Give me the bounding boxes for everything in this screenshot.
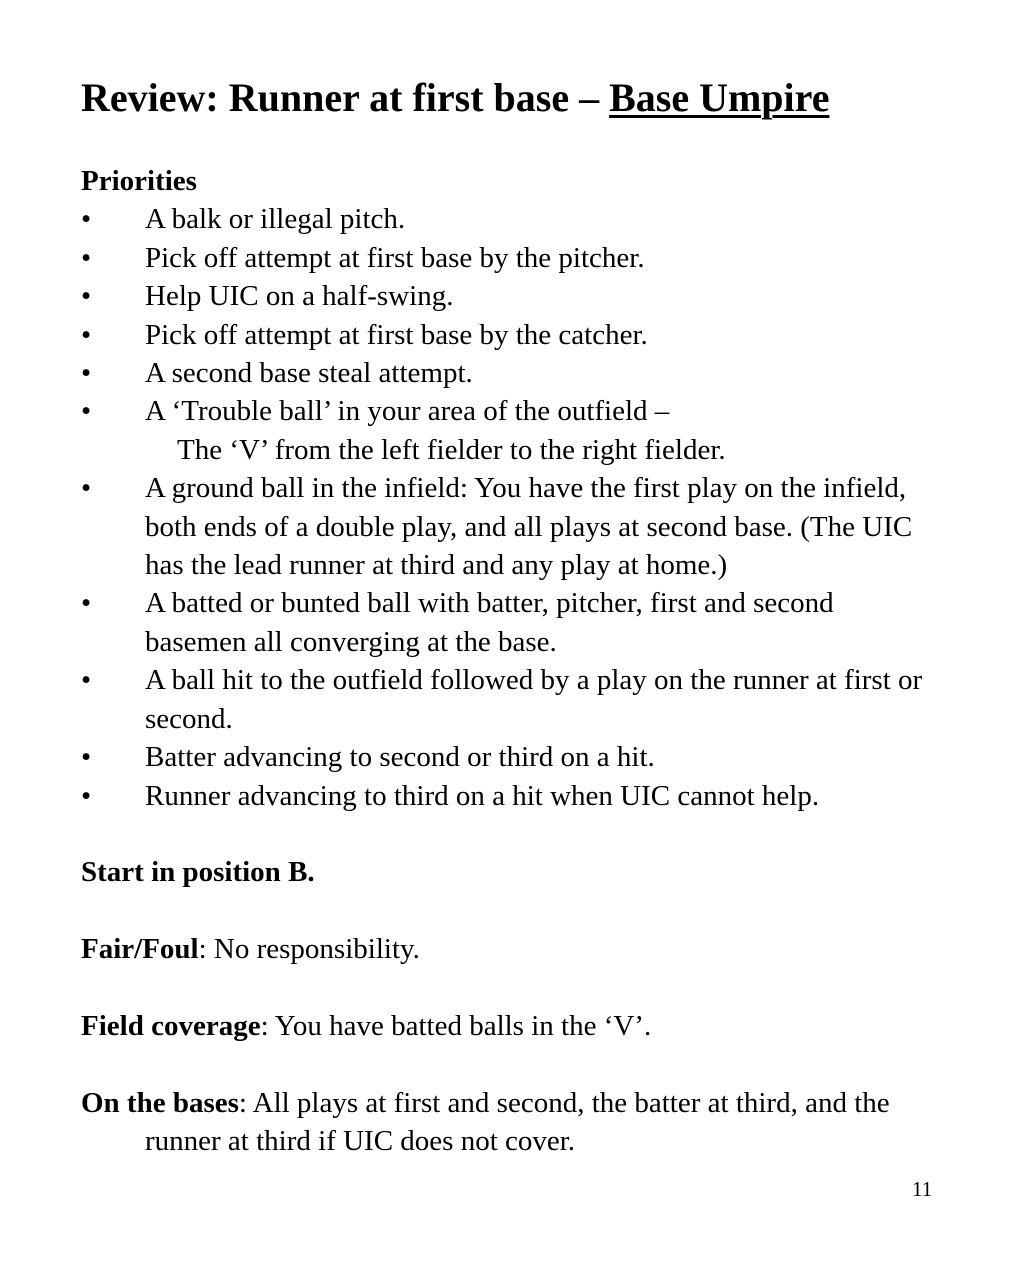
fair-foul-label: Fair/Foul — [81, 933, 199, 966]
list-item-text: Pick off attempt at first base by the catcher. — [145, 318, 648, 351]
list-item — [81, 316, 941, 354]
field-coverage-text: : You have batted balls in the ‘V’. — [260, 1009, 652, 1042]
on-the-bases-line — [81, 1084, 941, 1161]
list-item — [81, 392, 941, 469]
list-item-text: A ‘Trouble ball’ in your area of the outfield – — [145, 395, 670, 428]
list-item — [81, 661, 941, 738]
page-title — [81, 72, 829, 124]
list-item — [81, 469, 941, 584]
fair-foul-line — [81, 930, 941, 968]
list-item — [81, 354, 941, 392]
bullet-icon: • — [81, 241, 92, 274]
bullet-icon: • — [81, 203, 92, 236]
bullet-icon: • — [81, 664, 92, 697]
field-coverage-line — [81, 1007, 941, 1045]
list-item-text: A batted or bunted ball with batter, pitcher, first and second basemen all converging at the base. — [145, 587, 834, 658]
list-item-text: Batter advancing to second or third on a hit. — [145, 741, 655, 774]
bullet-icon: • — [81, 318, 92, 351]
spacer — [81, 892, 941, 930]
on-the-bases-text: : All plays at first and second, the batter at third, and the runner at third if UIC does not cover. — [145, 1086, 890, 1158]
list-item-text: Pick off attempt at first base by the pitcher. — [145, 241, 645, 274]
field-coverage-label: Field coverage — [81, 1009, 261, 1042]
on-the-bases-label: On the bases — [81, 1086, 239, 1119]
list-item-text: Help UIC on a half-swing. — [145, 280, 454, 313]
bullet-icon: • — [81, 357, 92, 390]
page-number: 11 — [912, 1177, 933, 1201]
list-item-text: A second base steal attempt. — [145, 357, 473, 390]
list-item-subtext: The ‘V’ from the left fielder to the right fielder. — [177, 433, 726, 466]
bullet-icon: • — [81, 741, 92, 774]
spacer — [81, 815, 941, 853]
bullet-icon: • — [81, 280, 92, 313]
list-item — [81, 239, 941, 277]
list-item — [81, 277, 941, 315]
spacer — [81, 969, 941, 1007]
slide-body — [81, 162, 941, 1161]
priorities-list — [81, 200, 941, 815]
list-item-text: A ground ball in the infield: You have the first play on the infield, both ends of a double play, and all plays at second base. (The UIC has the lead runner at third and any play at home.) — [145, 472, 913, 582]
spacer — [81, 1045, 941, 1083]
priorities-heading: Priorities — [81, 165, 197, 197]
fair-foul-text: : No responsibility. — [198, 933, 420, 966]
bullet-icon: • — [81, 779, 92, 812]
bullet-icon: • — [81, 472, 92, 505]
title-underlined: Base Umpire — [609, 75, 830, 120]
title-prefix: Review: Runner at first base – — [81, 75, 610, 120]
list-item — [81, 738, 941, 776]
list-item-text: Runner advancing to third on a hit when UIC cannot help. — [145, 779, 820, 812]
bullet-icon: • — [81, 395, 92, 428]
list-item — [81, 584, 941, 661]
start-position: Start in position B. — [81, 856, 315, 889]
list-item — [81, 200, 941, 238]
list-item — [81, 777, 941, 815]
bullet-icon: • — [81, 587, 92, 620]
list-item-text: A balk or illegal pitch. — [145, 203, 406, 236]
list-item-text: A ball hit to the outfield followed by a play on the runner at first or second. — [145, 664, 923, 735]
